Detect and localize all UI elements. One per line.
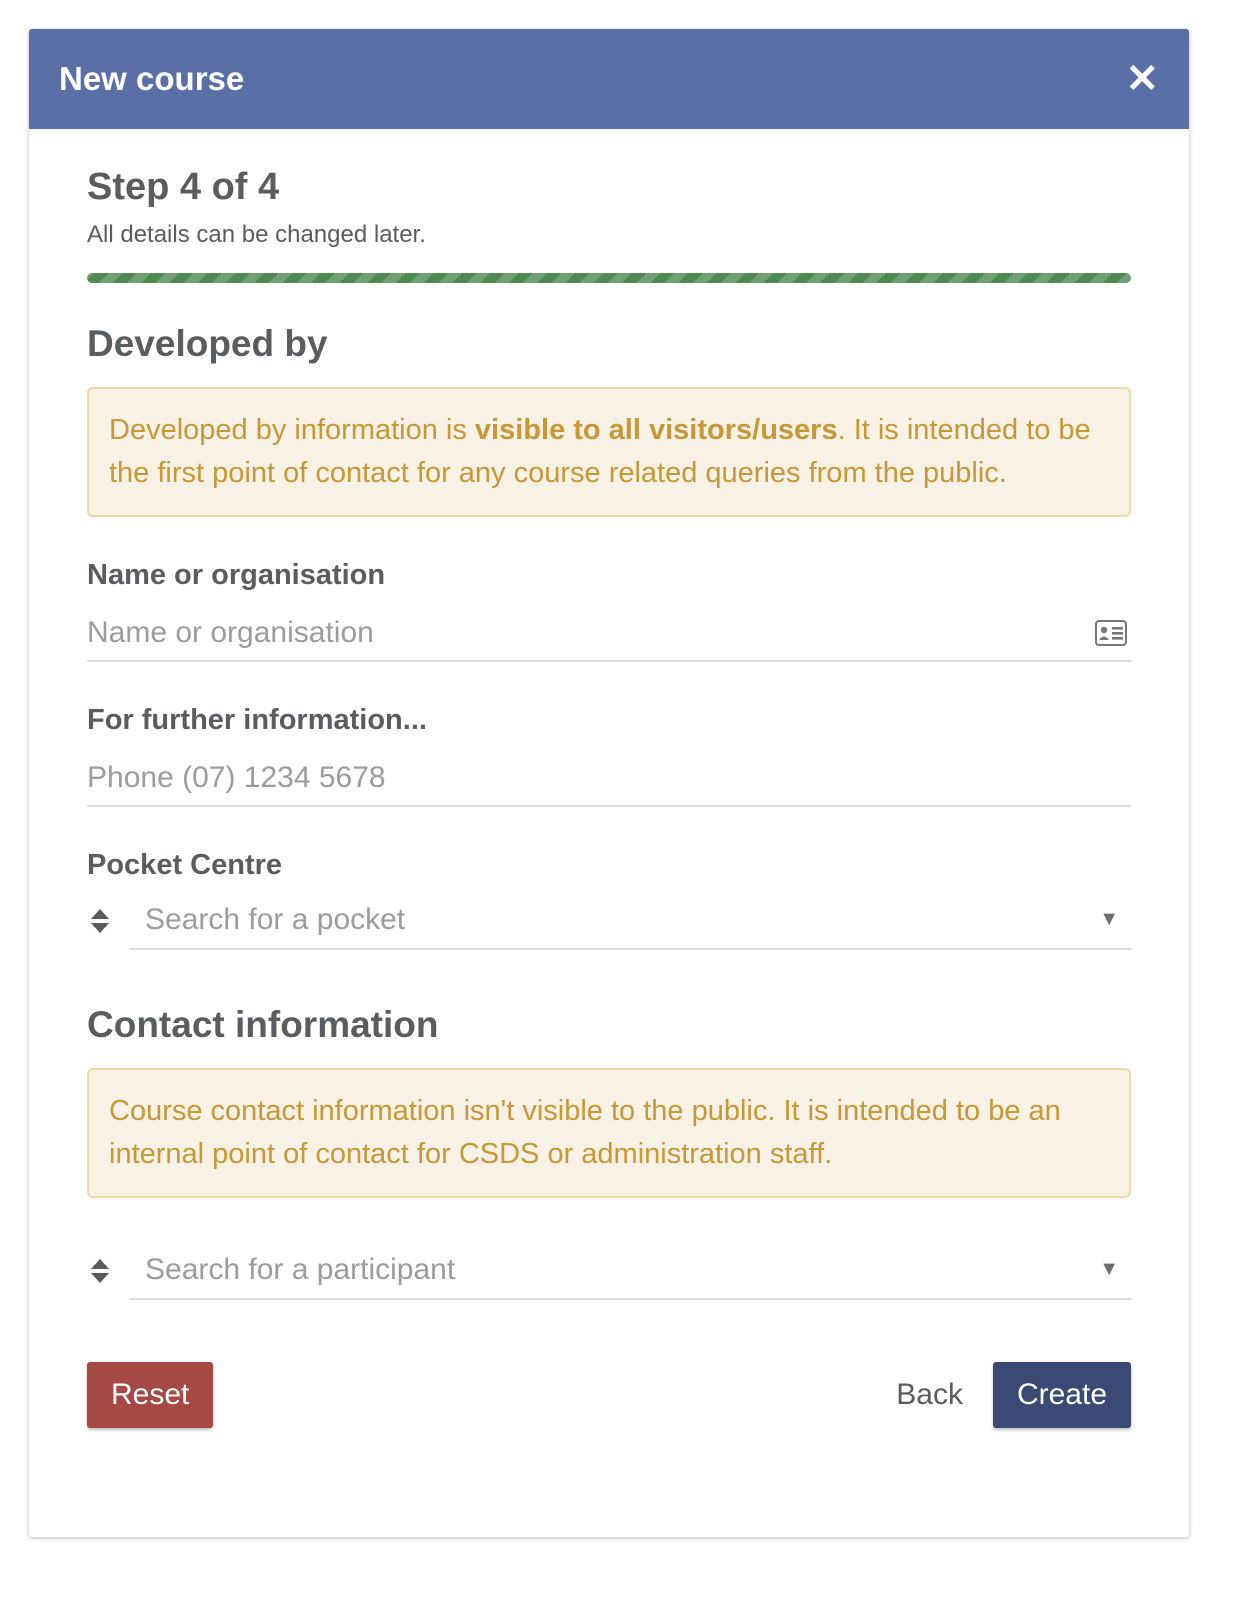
notice-text-bold: visible to all visitors/users <box>474 413 838 446</box>
name-field-group <box>87 559 1131 662</box>
progress-bar-fill <box>87 273 1131 283</box>
notice-text-suffix: . It is intended to be the first point of contact for any course related queries from the public. <box>109 413 1091 489</box>
name-input[interactable] <box>87 616 1027 650</box>
further-info-input[interactable] <box>87 761 1027 795</box>
caret-down-icon: ▼ <box>1099 1258 1119 1281</box>
close-icon[interactable]: ✕ <box>1125 57 1159 101</box>
back-button[interactable]: Back <box>866 1362 993 1428</box>
sort-icon <box>87 1258 113 1284</box>
pocket-select-row <box>87 892 1131 950</box>
reset-button[interactable]: Reset <box>87 1362 213 1428</box>
create-button[interactable]: Create <box>993 1362 1131 1428</box>
notice-text-prefix: Developed by information is <box>109 413 475 446</box>
progress-bar <box>87 273 1131 283</box>
modal-footer <box>87 1362 1131 1428</box>
participant-select-placeholder: Search for a participant <box>145 1252 456 1286</box>
pocket-select[interactable] <box>129 892 1131 950</box>
developed-by-heading: Developed by <box>87 322 328 364</box>
name-field-label: Name or organisation <box>87 558 386 591</box>
pocket-field-group <box>87 849 1131 950</box>
step-title: Step 4 of 4 <box>87 166 280 208</box>
further-field-label: For further information... <box>87 703 427 736</box>
further-input-row <box>87 751 1131 807</box>
developed-by-notice <box>87 387 1131 517</box>
name-input-row <box>87 606 1131 662</box>
contact-info-notice: Course contact information isn't visible to the public. It is intended to be an internal point of contact for CSDS or administration staff. <box>87 1068 1131 1198</box>
participant-select[interactable] <box>129 1242 1131 1300</box>
contact-info-heading: Contact information <box>87 1003 439 1045</box>
new-course-modal <box>29 29 1189 1537</box>
modal-title: New course <box>59 60 245 97</box>
further-field-group <box>87 704 1131 807</box>
pocket-select-placeholder: Search for a pocket <box>145 902 406 936</box>
sort-icon <box>87 908 113 934</box>
participant-select-row <box>87 1242 1131 1300</box>
pocket-field-label: Pocket Centre <box>87 848 283 881</box>
step-subtitle: All details can be changed later. <box>87 220 426 248</box>
modal-header <box>29 29 1189 129</box>
modal-body <box>29 129 1189 1428</box>
caret-down-icon: ▼ <box>1099 908 1119 931</box>
footer-right-buttons <box>866 1362 1131 1428</box>
id-card-icon <box>1095 620 1127 646</box>
